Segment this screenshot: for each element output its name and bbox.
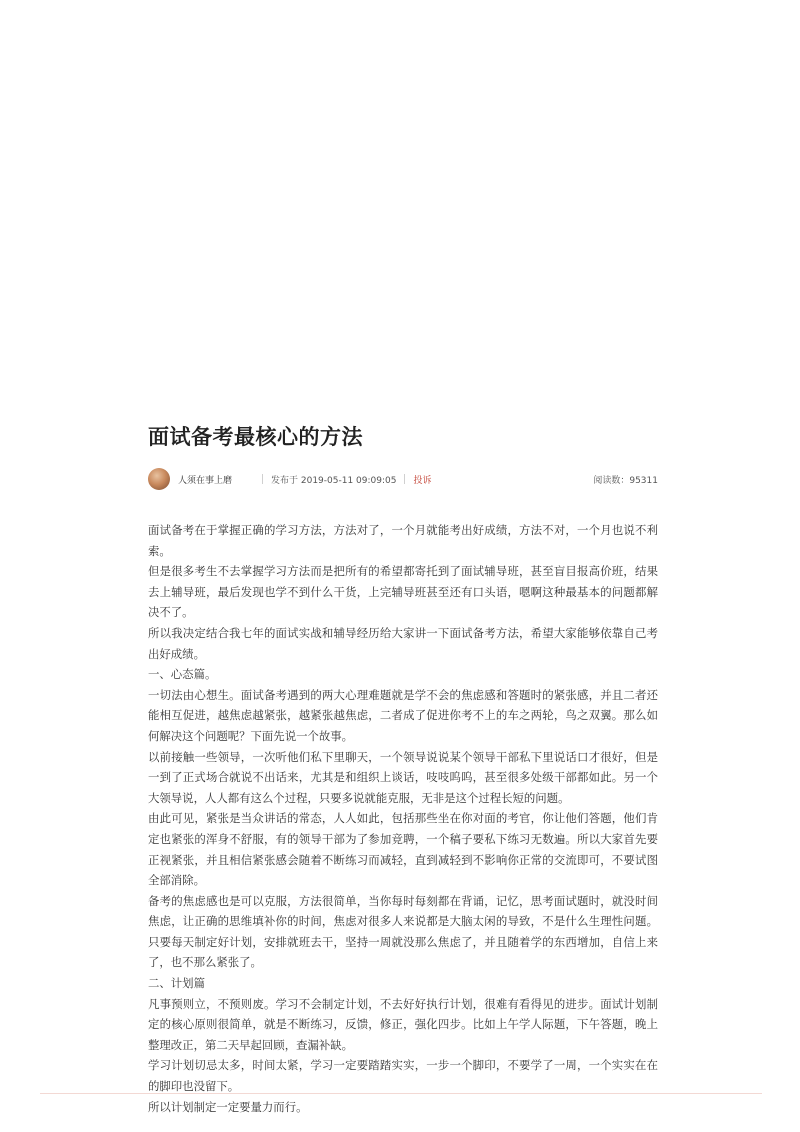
- paragraph: 学习计划切忌太多，时间太紧，学习一定要踏踏实实，一步一个脚印，不要学了一周，一个实实在在的脚印也没留下。: [148, 1058, 658, 1094]
- read-count: 阅读数：95311: [593, 475, 658, 486]
- article-body: [148, 520, 658, 1117]
- section-heading: 一、心态篇。: [148, 667, 217, 682]
- publish-time: 发布于 2019-05-11 09:09:05: [271, 475, 397, 486]
- paragraph: 面试备考在于掌握正确的学习方法，方法对了，一个月就能考出好成绩，方法不对，一个月也说不利索。: [148, 523, 658, 558]
- article-title: 面试备考最核心的方法: [148, 425, 363, 449]
- paragraph: 所以计划制定一定要量力而行。: [148, 1099, 308, 1114]
- article-meta: [148, 466, 658, 492]
- paragraph: 所以我决定结合我七年的面试实战和辅导经历给大家讲一下面试备考方法，希望大家能够依靠自己考出好成绩。: [148, 625, 658, 661]
- section-heading: 二、计划篇: [148, 976, 205, 991]
- meta-divider: [404, 474, 405, 484]
- paragraph: 由此可见，紧张是当众讲话的常态，人人如此，包括那些坐在你对面的考官，你让他们答题，他们肯定也紧张的浑身不舒服，有的领导干部为了参加竞聘，一个稿子要私下练习无数遍。所以大家首先要正视紧张，并且相信紧张感会随着不断练习而减轻，直到减轻到不影响你正常的交流即可，不要试图全部消除。: [148, 811, 658, 888]
- paragraph: 以前接触一些领导，一次听他们私下里聊天，一个领导说说某个领导干部私下里说话口才很好，但是一到了正式场合就说不出话来，尤其是和组织上谈话，吱吱呜呜，甚至很多处级干部都如此。另一个大领导说，人人都有这么个过程，只要多说就能克服，无非是这个过程长短的问题。: [148, 749, 658, 805]
- article: [148, 422, 658, 1117]
- bottom-divider: [40, 1093, 762, 1094]
- paragraph: 但是很多考生不去掌握学习方法而是把所有的希望都寄托到了面试辅导班，甚至盲目报高价班，结果去上辅导班，最后发现也学不到什么干货，上完辅导班甚至还有口头语，嗯啊这种最基本的问题都解决不了。: [148, 564, 658, 620]
- avatar[interactable]: [148, 468, 170, 490]
- paragraph: 凡事预则立，不预则废。学习不会制定计划，不去好好执行计划，很难有看得见的进步。面试计划制定的核心原则很简单，就是不断练习，反馈，修正，强化四步。比如上午学人际题，下午答题，晚上整理改正，第二天早起回顾，查漏补缺。: [148, 996, 658, 1052]
- paragraph: 备考的焦虑感也是可以克服，方法很简单，当你每时每刻都在背诵，记忆，思考面试题时，就没时间焦虑，让正确的思维填补你的时间，焦虑对很多人来说都是大脑太闲的导致，不是什么生理性问题。只要每天制定好计划，安排就班去干，坚持一周就没那么焦虑了，并且随着学的东西增加，自信上来了，也不那么紧张了。: [148, 893, 658, 970]
- paragraph: 一切法由心想生。面试备考遇到的两大心理难题就是学不会的焦虑感和答题时的紧张感，并且二者还能相互促进，越焦虑越紧张，越紧张越焦虑，二者成了促进你考不上的车之两轮，鸟之双翼。那么如何解决这个问题呢？下面先说一个故事。: [148, 687, 658, 743]
- report-link[interactable]: 投诉: [413, 475, 432, 486]
- author-name[interactable]: 人须在事上磨: [178, 475, 233, 486]
- meta-divider: [262, 474, 263, 484]
